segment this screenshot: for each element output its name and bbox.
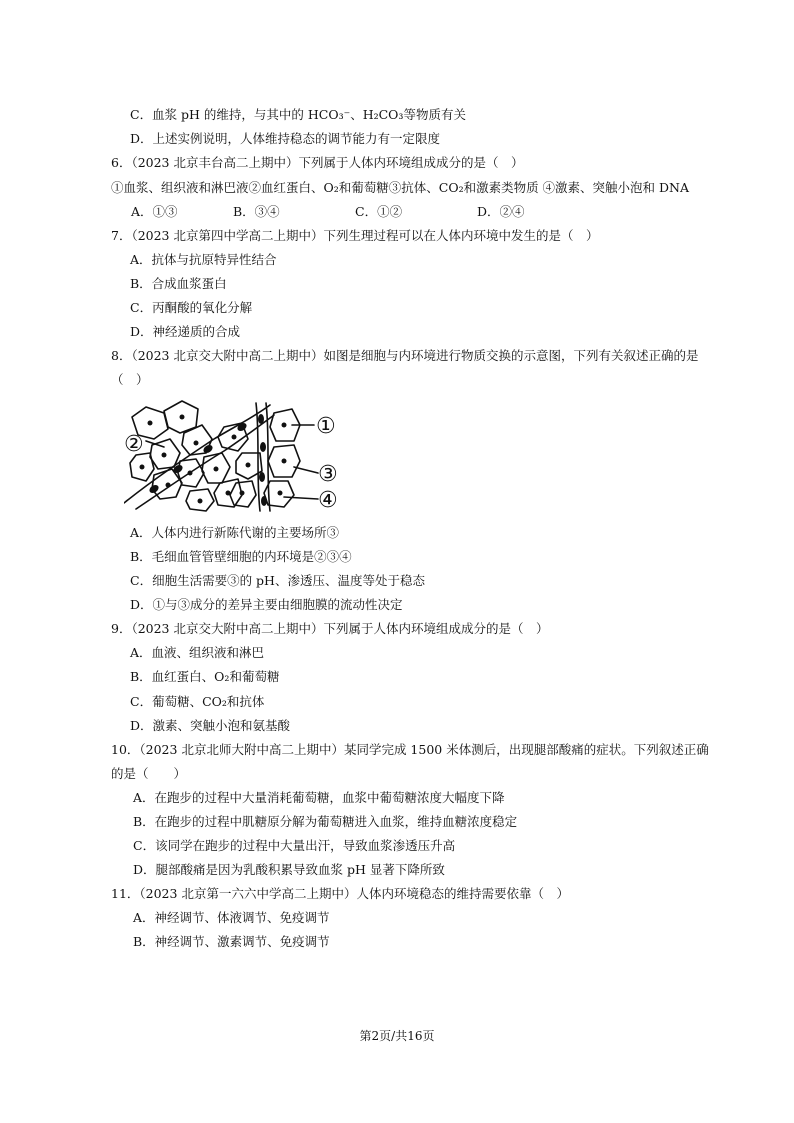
q8-stem: 8．（2023 北京交大附中高二上期中）如图是细胞与内环境进行物质交换的示意图，下列有关叙述正确的是 [111, 348, 699, 363]
q9-stem: 9．（2023 北京交大附中高二上期中）下列属于人体内环境组成成分的是（ ） [111, 621, 549, 636]
page-number: 第2页/共16页 [359, 1029, 435, 1043]
q7-option-c: C．丙酮酸的氧化分解 [130, 300, 253, 315]
figure-label-4: ④ [318, 488, 338, 513]
q6-option-c: C．①② [355, 204, 403, 219]
q9-option-d: D．激素、突触小泡和氨基酸 [130, 718, 291, 733]
q6-option-d: D．②④ [477, 204, 525, 219]
q7-stem: 7．（2023 北京第四中学高二上期中）下列生理过程可以在人体内环境中发生的是（ ） [111, 228, 599, 243]
q11-option-b: B．神经调节、激素调节、免疫调节 [133, 934, 330, 949]
q8-option-d: D．①与③成分的差异主要由细胞膜的流动性决定 [130, 597, 403, 612]
q7-option-b: B．合成血浆蛋白 [130, 276, 227, 291]
q7-option-d: D．神经递质的合成 [130, 324, 241, 339]
q9-option-b: B．血红蛋白、O₂和葡萄糖 [130, 669, 280, 684]
q11-option-a: A．神经调节、体液调节、免疫调节 [133, 910, 330, 925]
q10-stem-cont: 的是（ ） [111, 766, 187, 781]
q8-option-c: C．细胞生活需要③的 pH、渗透压、温度等处于稳态 [130, 573, 425, 588]
q9-option-c: C．葡萄糖、CO₂和抗体 [130, 694, 265, 709]
q10-option-a: A．在跑步的过程中大量消耗葡萄糖，血浆中葡萄糖浓度大幅度下降 [133, 790, 505, 805]
figure-label-3: ③ [318, 462, 338, 487]
q5-option-c: C．血浆 pH 的维持，与其中的 HCO₃⁻、H₂CO₃等物质有关 [130, 107, 466, 122]
q10-option-b: B．在跑步的过程中肌糖原分解为葡萄糖进入血浆，维持血糖浓度稳定 [133, 814, 518, 829]
q10-option-c: C．该同学在跑步的过程中大量出汗，导致血浆渗透压升高 [133, 838, 456, 853]
q6-option-a: A．①③ [131, 204, 178, 219]
q5-option-d: D．上述实例说明，人体维持稳态的调节能力有一定限度 [130, 131, 441, 146]
cell-exchange-diagram [124, 397, 354, 513]
q10-option-d: D．腿部酸痛是因为乳酸积累导致血浆 pH 显著下降所致 [133, 862, 445, 877]
q8-option-a: A．人体内进行新陈代谢的主要场所③ [130, 525, 340, 540]
q10-stem: 10．（2023 北京北师大附中高二上期中）某同学完成 1500 米体测后，出现腿部酸痛的症状。下列叙述正确 [111, 742, 709, 757]
figure-label-2: ② [124, 432, 144, 457]
q6-items: ①血浆、组织液和淋巴液②血红蛋白、O₂和葡萄糖③抗体、CO₂和激素类物质 ④激素、突触小泡和 DNA [111, 180, 690, 195]
q8-stem-cont: （ ） [111, 372, 149, 387]
q6-option-b: B．③④ [233, 204, 280, 219]
q7-option-a: A．抗体与抗原特异性结合 [130, 252, 277, 267]
q9-option-a: A．血液、组织液和淋巴 [130, 645, 265, 660]
figure-label-1: ① [316, 414, 336, 439]
q8-option-b: B．毛细血管管壁细胞的内环境是②③④ [130, 549, 352, 564]
q6-stem: 6．（2023 北京丰台高二上期中）下列属于人体内环境组成成分的是（ ） [111, 155, 524, 170]
q11-stem: 11．（2023 北京第一六六中学高二上期中）人体内环境稳态的维持需要依靠（ ） [111, 886, 569, 901]
